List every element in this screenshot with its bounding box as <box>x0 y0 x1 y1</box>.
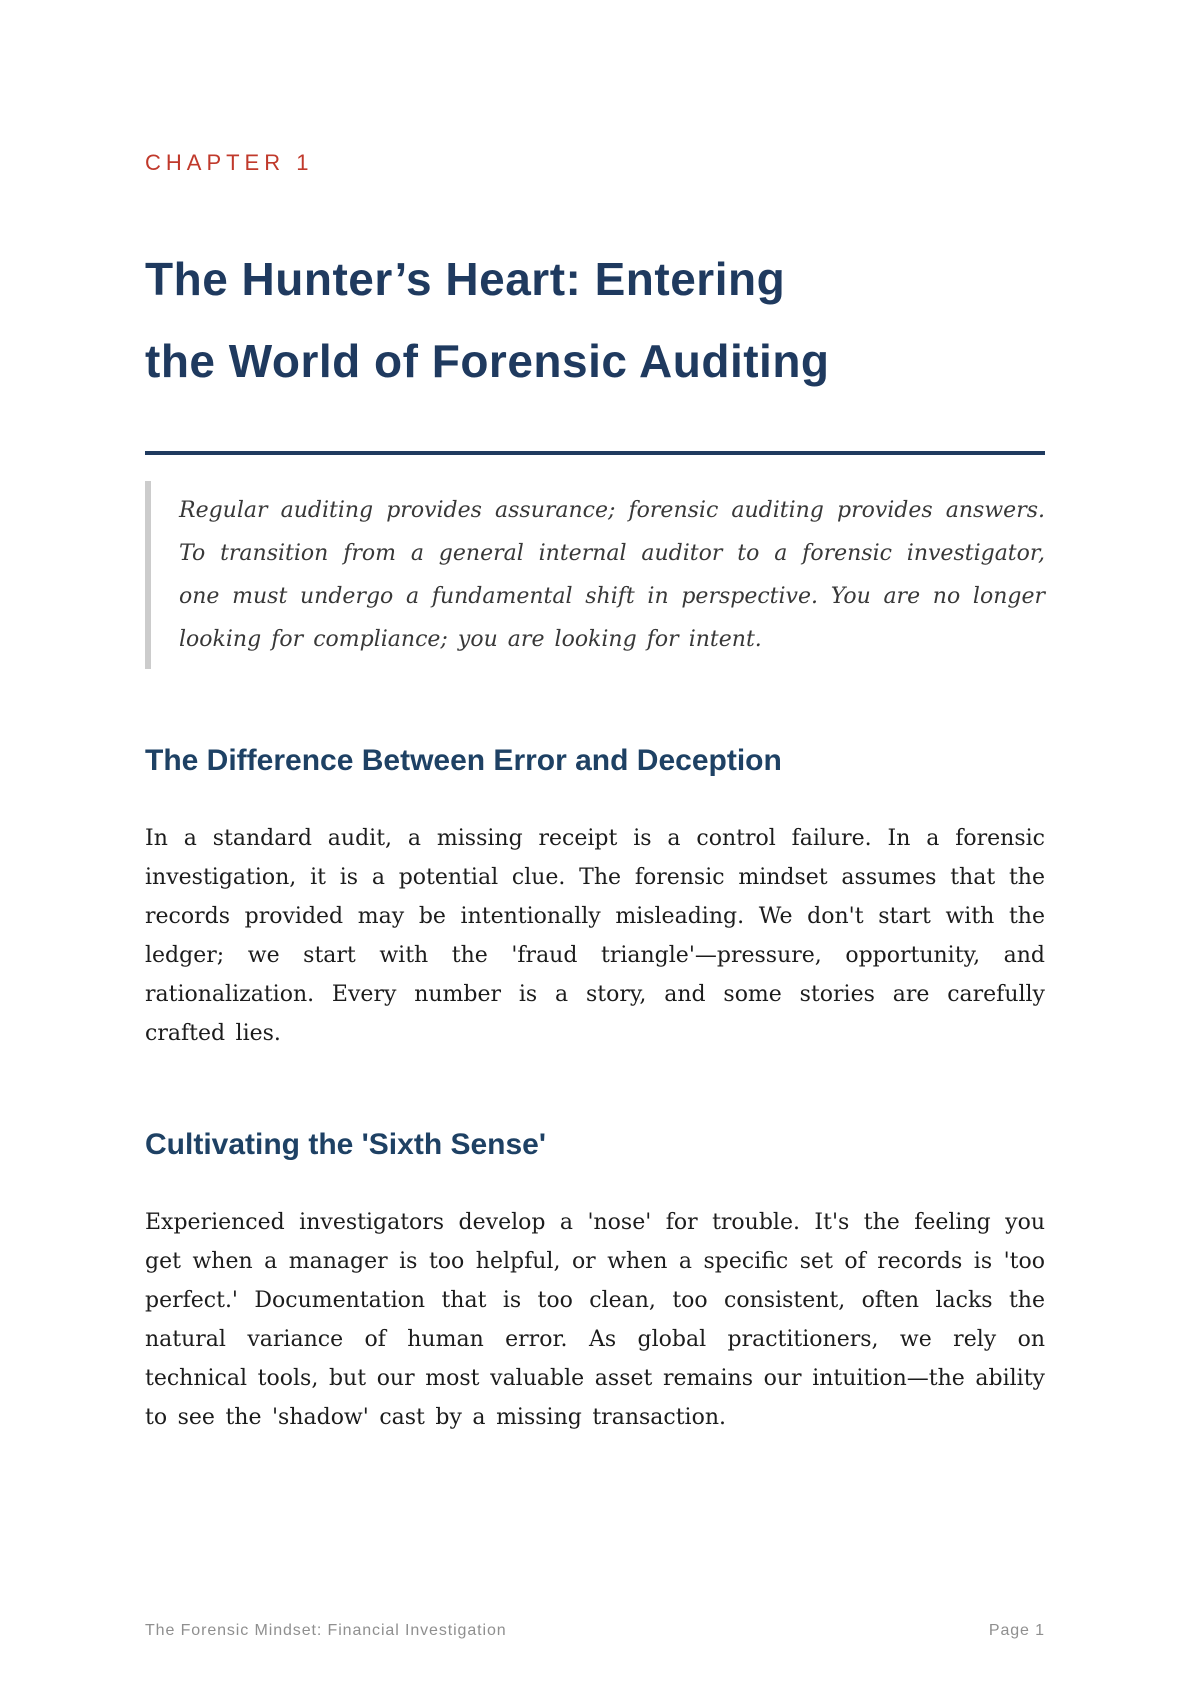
section-body-sixth-sense: Experienced investigators develop a 'nose' for trouble. It's the feeling you get when a manager is too helpful, or when a specific set of records is 'too perfect.' Documentation that is too clean, too consistent, often lacks the natural variance of human error. As global practitioners, we rely on technical tools, but our most valuable asset remains our intuition—the ability to see the 'shadow' cast by a missing transaction. <box>145 1210 1045 1430</box>
footer-book-title: The Forensic Mindset: Financial Investigation <box>145 1622 507 1639</box>
section-heading-sixth-sense: Cultivating the 'Sixth Sense' <box>145 1128 547 1161</box>
section-heading-error-vs-deception: The Difference Between Error and Deception <box>145 744 782 777</box>
page-title-line-1: The Hunter’s Heart: Entering <box>145 253 786 305</box>
chapter-label: CHAPTER 1 <box>145 150 314 175</box>
divider-rule <box>145 451 1045 455</box>
page-footer <box>145 1622 1045 1640</box>
footer-page-number: Page 1 <box>988 1622 1045 1639</box>
epigraph-text: Regular auditing provides assurance; forensic auditing provides answers. To transition from a general internal auditor to a forensic investigator, one must undergo a fundamental shift in perspective. You are no longer looking for compliance; you are looking for intent. <box>179 498 1045 652</box>
page-title <box>145 238 1045 402</box>
section-body-error-vs-deception: In a standard audit, a missing receipt is a control failure. In a forensic investigation, it is a potential clue. The forensic mindset assumes that the records provided may be intentionally misleading. We don't start with the ledger; we start with the 'fraud triangle'—pressure, opportunity, and rationalization. Every number is a story, and some stories are carefully crafted lies. <box>145 826 1045 1046</box>
page-title-line-2: the World of Forensic Auditing <box>145 335 830 387</box>
epigraph-blockquote <box>145 481 1045 669</box>
